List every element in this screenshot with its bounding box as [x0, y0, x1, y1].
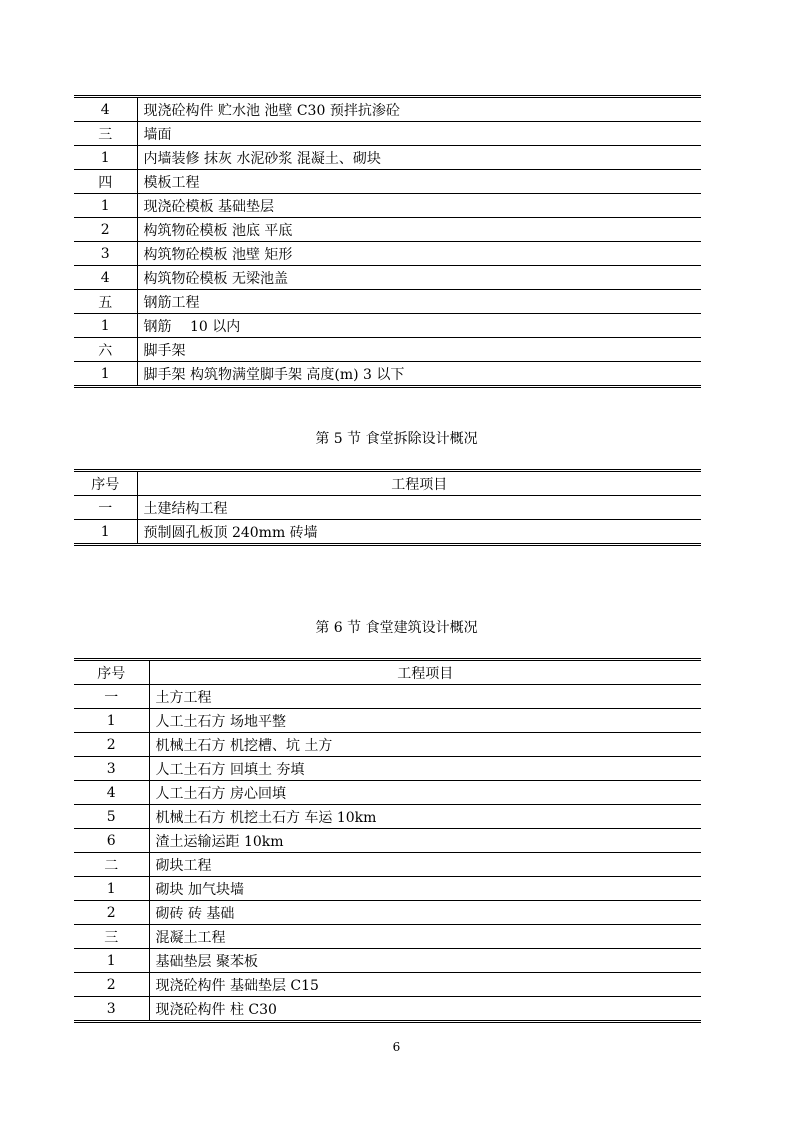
- row-no: 6: [74, 829, 149, 853]
- table-row: [74, 709, 701, 733]
- row-no: 一: [74, 685, 149, 709]
- row-no: 2: [74, 901, 149, 925]
- header-no: 序号: [74, 660, 149, 685]
- row-no: 3: [74, 757, 149, 781]
- table-section-5: [74, 469, 701, 546]
- row-no: 1: [74, 709, 149, 733]
- table-row: [74, 901, 701, 925]
- header-item: 工程项目: [137, 471, 701, 496]
- table-row: [74, 877, 701, 901]
- table-row: [74, 520, 701, 545]
- row-no: 2: [74, 733, 149, 757]
- row-item: 土方工程: [149, 685, 701, 709]
- row-item: 人工土石方 回填土 夯填: [149, 757, 701, 781]
- row-item: 砌块工程: [149, 853, 701, 877]
- row-item: 现浇砼构件 基础垫层 C15: [149, 973, 701, 997]
- header-item: 工程项目: [149, 660, 701, 685]
- row-no: 2: [74, 973, 149, 997]
- table-header-row: [74, 471, 701, 496]
- table-row: [74, 757, 701, 781]
- table-row: [74, 781, 701, 805]
- table-row: [74, 290, 701, 314]
- row-no: 3: [74, 997, 149, 1022]
- row-item: 钢筋 10 以内: [137, 314, 701, 338]
- table-row: [74, 805, 701, 829]
- table-header-row: [74, 660, 701, 685]
- table-row: [74, 314, 701, 338]
- table-row: [74, 242, 701, 266]
- row-item: 人工土石方 房心回填: [149, 781, 701, 805]
- row-no: 1: [74, 520, 137, 545]
- row-item: 砌块 加气块墙: [149, 877, 701, 901]
- row-no: 一: [74, 496, 137, 520]
- header-no: 序号: [74, 471, 137, 496]
- row-item: 内墙装修 抹灰 水泥砂浆 混凝土、砌块: [137, 146, 701, 170]
- row-item: 基础垫层 聚苯板: [149, 949, 701, 973]
- row-item: 构筑物砼模板 池壁 矩形: [137, 242, 701, 266]
- row-no: 4: [74, 781, 149, 805]
- row-no: 二: [74, 853, 149, 877]
- table-row: [74, 194, 701, 218]
- row-item: 土建结构工程: [137, 496, 701, 520]
- row-item: 钢筋工程: [137, 290, 701, 314]
- row-item: 机械土石方 机挖槽、坑 土方: [149, 733, 701, 757]
- table-row: [74, 338, 701, 362]
- row-item: 脚手架 构筑物满堂脚手架 高度(m) 3 以下: [137, 362, 701, 387]
- row-item: 模板工程: [137, 170, 701, 194]
- table-row: [74, 853, 701, 877]
- row-item: 脚手架: [137, 338, 701, 362]
- row-item: 预制圆孔板顶 240mm 砖墙: [137, 520, 701, 545]
- table-row: [74, 925, 701, 949]
- table-row: [74, 949, 701, 973]
- row-no: 三: [74, 925, 149, 949]
- table-row: [74, 97, 701, 122]
- row-no: 四: [74, 170, 137, 194]
- row-item: 现浇砼构件 贮水池 池壁 C30 预拌抗渗砼: [137, 97, 701, 122]
- table-row: [74, 122, 701, 146]
- table-row: [74, 146, 701, 170]
- row-no: 1: [74, 146, 137, 170]
- row-item: 机械土石方 机挖土石方 车运 10km: [149, 805, 701, 829]
- table-row: [74, 266, 701, 290]
- row-item: 人工土石方 场地平整: [149, 709, 701, 733]
- table-row: [74, 218, 701, 242]
- row-no: 1: [74, 949, 149, 973]
- row-no: 1: [74, 362, 137, 387]
- table-row: [74, 973, 701, 997]
- row-item: 混凝土工程: [149, 925, 701, 949]
- table-section-6: [74, 658, 701, 1023]
- row-item: 构筑物砼模板 池底 平底: [137, 218, 701, 242]
- row-no: 4: [74, 97, 137, 122]
- row-no: 5: [74, 805, 149, 829]
- row-item: 砌砖 砖 基础: [149, 901, 701, 925]
- table-row: [74, 829, 701, 853]
- row-no: 1: [74, 314, 137, 338]
- row-no: 六: [74, 338, 137, 362]
- row-item: 墙面: [137, 122, 701, 146]
- table-row: [74, 685, 701, 709]
- row-no: 3: [74, 242, 137, 266]
- table-row: [74, 997, 701, 1022]
- row-no: 4: [74, 266, 137, 290]
- row-item: 现浇砼模板 基础垫层: [137, 194, 701, 218]
- table-row: [74, 362, 701, 387]
- row-no: 1: [74, 194, 137, 218]
- row-no: 1: [74, 877, 149, 901]
- row-item: 渣土运输运距 10km: [149, 829, 701, 853]
- row-no: 三: [74, 122, 137, 146]
- row-no: 五: [74, 290, 137, 314]
- row-item: 构筑物砼模板 无梁池盖: [137, 266, 701, 290]
- table-row: [74, 496, 701, 520]
- table-row: [74, 733, 701, 757]
- table-continued: [74, 95, 701, 388]
- section-5-title: 第 5 节 食堂拆除设计概况: [315, 431, 478, 447]
- row-no: 2: [74, 218, 137, 242]
- row-item: 现浇砼构件 柱 C30: [149, 997, 701, 1022]
- table-row: [74, 170, 701, 194]
- section-6-title: 第 6 节 食堂建筑设计概况: [315, 620, 478, 636]
- page-number: 6: [392, 1040, 401, 1054]
